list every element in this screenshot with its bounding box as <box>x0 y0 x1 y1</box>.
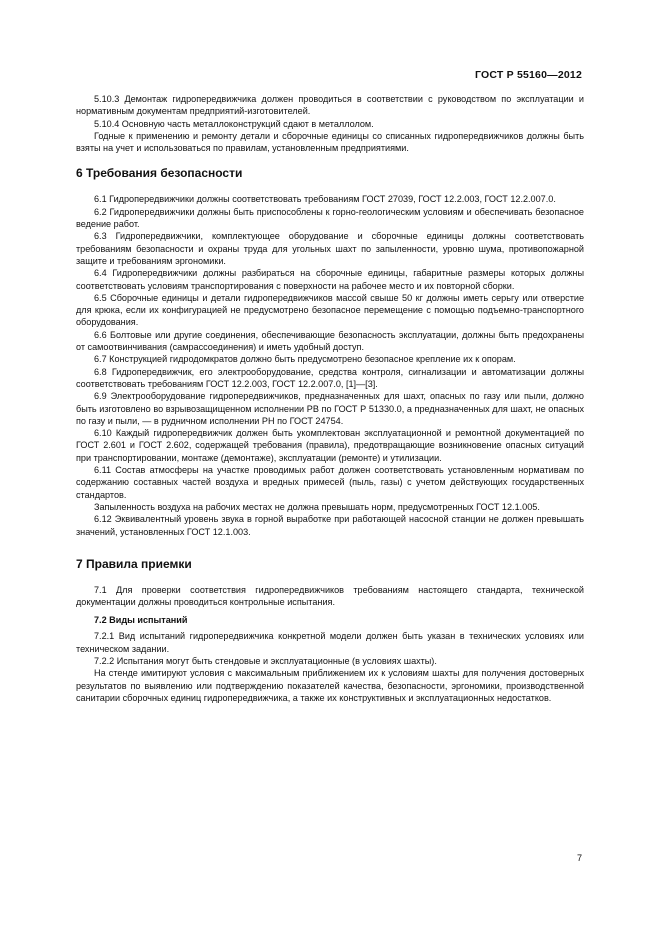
paragraph-dust-norms: Запыленность воздуха на рабочих местах не должна превышать норм, предусмотренных ГОСТ 12.1.005. <box>94 501 540 512</box>
clause-7-1: 7.1 Для проверки соответствия гидропередвижчиков требованиям настоящего стандарта, технической документации должны проводиться контрольные испытания. <box>76 584 584 608</box>
clause-6-3: 6.3 Гидропередвижчики, комплектующее оборудование и сборочные единицы должны соответствовать требованиям безопасности и охраны труда для угольных шахт по запыленности, уровню шума, противопожарной защите и требованиям эргономики. <box>76 231 584 266</box>
section-7-heading: 7 Правила приемки <box>76 556 192 571</box>
section-6-heading: 6 Требования безопасности <box>76 166 243 181</box>
document-body <box>76 93 584 704</box>
clause-6-2: 6.2 Гидропередвижчики должны быть приспособлены к горно-геологическим условиям и обеспечивать безопасное ведение работ. <box>76 206 584 230</box>
clause-6-9: 6.9 Электрооборудование гидропередвижчиков, предназначенных для шахт, опасных по газу или пыли, должно быть изготовлено во взрывозащищенном исполнении РВ по ГОСТ Р 51330.0, а предназначенных для шахт, не опасных по газу и пыли, — в рудничном исполнении РН по ГОСТ 24754. <box>76 391 584 426</box>
clause-6-12: 6.12 Эквивалентный уровень звука в горной выработке при работающей насосной станции не должен превышать значений, установленных ГОСТ 12.1.003. <box>76 514 584 537</box>
clause-6-5: 6.5 Сборочные единицы и детали гидропередвижчиков массой свыше 50 кг должны иметь серьгу или отверстие для крюка, если их конфигурацией не предусмотрено безопасное перемещение с помощью подъемно-транспортного оборудования. <box>76 292 584 328</box>
paragraph-usable-parts: Годные к применению и ремонту детали и сборочные единицы со списанных гидропередвижчиков должны быть взяты на учет и использоваться по правилам, установленным предприятиями. <box>76 130 584 154</box>
page-number: 7 <box>576 853 582 863</box>
clause-6-10: 6.10 Каждый гидропередвижчик должен быть укомплектован эксплуатационной и ремонтной документацией по ГОСТ 2.601 и ГОСТ 2.602, содержащей требования (правила), предотвращающие возникновение опасных ситуаций при транспортировании, монтаже (демонтаже), эксплуатации (ремонте) и утилизации. <box>76 428 584 463</box>
clause-6-4: 6.4 Гидропередвижчики должны разбираться на сборочные единицы, габаритные размеры которых должны соответствовать условиям транспортирования с поверхности на рабочее место и их повторной сборки. <box>76 268 584 291</box>
clause-5-10-4: 5.10.4 Основную часть металлоконструкций сдают в металлолом. <box>94 118 374 129</box>
clause-6-8: 6.8 Гидропередвижчик, его электрооборудование, средства контроля, сигнализации и автоматизации должны соответствовать требованиям ГОСТ 12.2.003, ГОСТ 12.2.007.0, [1]—[3]. <box>76 366 584 389</box>
clause-6-6: 6.6 Болтовые или другие соединения, обеспечивающие безопасность эксплуатации, должны быть предохранены от самоотвинчивания (самрассоединения) и иметь удобный доступ. <box>76 329 584 353</box>
clause-7-2-1: 7.2.1 Вид испытаний гидропередвижчика конкретной модели должен быть указан в технических условиях или техническом задании. <box>76 631 584 654</box>
clause-6-7: 6.7 Конструкцией гидродомкратов должно быть предусмотрено безопасное крепление их к опорам. <box>94 354 516 365</box>
clause-5-10-3: 5.10.3 Демонтаж гидропередвижчика должен проводиться в соответствии с руководством по эксплуатации и нормативным документам предприятий-изготовителей. <box>76 94 584 117</box>
clause-7-2-2: 7.2.2 Испытания могут быть стендовые и эксплуатационные (в условиях шахты). <box>94 655 437 666</box>
clause-6-11: 6.11 Состав атмосферы на участке проводимых работ должен соответствовать установленным нормативам по содержанию составных частей воздуха и вредных примесей (пыль, газы) с учетом действующих государственных стандартов. <box>76 465 584 500</box>
clause-6-1: 6.1 Гидропередвижчики должны соответствовать требованиям ГОСТ 27039, ГОСТ 12.2.003, ГОСТ 12.2.007.0. <box>94 194 556 205</box>
subsection-7-2-heading: 7.2 Виды испытаний <box>94 615 188 626</box>
document-header: ГОСТ Р 55160—2012 <box>474 69 582 81</box>
paragraph-bench-tests: На стенде имитируют условия с максимальным приближением их к условиям шахты для получения достоверных результатов по выявлению или подтверждению показателей качества, безопасности, эргономики, производственной санитарии сборочных единиц гидропередвижчика, а также их конструктивных и эксплуатационных недостатков. <box>76 668 584 703</box>
